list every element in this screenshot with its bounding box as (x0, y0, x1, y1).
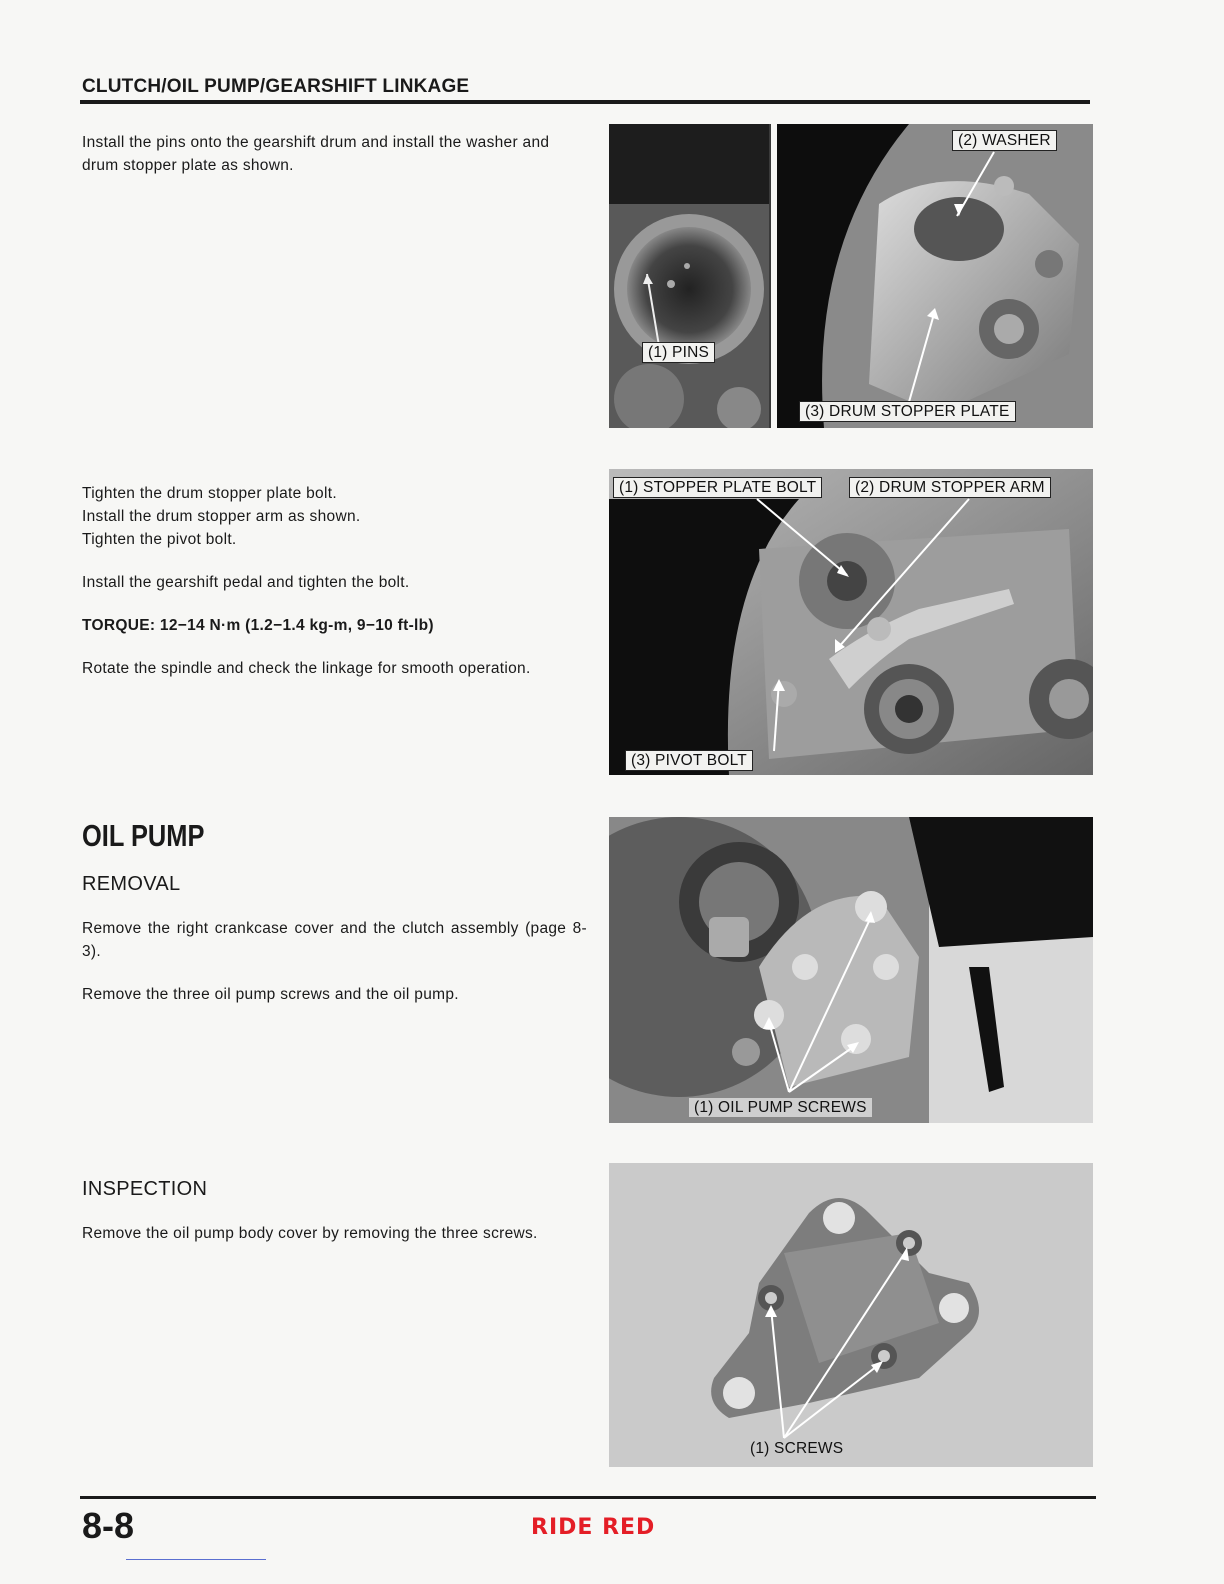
inspection-paragraph: Remove the oil pump body cover by removing the three screws. (82, 1225, 538, 1242)
callout-oil-pump-screws: (1) OIL PUMP SCREWS (689, 1098, 872, 1117)
step2-rotate: Rotate the spindle and check the linkage for smooth operation. (82, 660, 531, 677)
inspection-text (82, 1222, 587, 1245)
step2-pedal: Install the gearshift pedal and tighten the bolt. (82, 574, 410, 591)
step2-text (82, 482, 592, 680)
header-rule (80, 100, 1090, 104)
step2-line-3: Tighten the pivot bolt. (82, 531, 237, 548)
step1-text (82, 131, 587, 177)
photo-stopper-arm (609, 469, 1093, 775)
oil-pump-heading: OIL PUMP (82, 818, 205, 853)
brand-logo: RIDE RED (531, 1515, 656, 1540)
removal-heading: REMOVAL (82, 873, 181, 895)
callout-pins: (1) PINS (642, 342, 715, 363)
callout-drum-stopper-plate: (3) DRUM STOPPER PLATE (799, 401, 1016, 422)
page-number: 8-8 (82, 1505, 135, 1546)
section-title: CLUTCH/OIL PUMP/GEARSHIFT LINKAGE (82, 76, 470, 97)
photo-pump-body-screws (609, 1163, 1093, 1467)
callout-stopper-plate-bolt: (1) STOPPER PLATE BOLT (613, 477, 822, 498)
callout-drum-stopper-arm: (2) DRUM STOPPER ARM (849, 477, 1051, 498)
torque-spec: TORQUE: 12−14 N·m (1.2−1.4 kg-m, 9−10 ft-lb) (82, 617, 434, 634)
photo-pins-washer (609, 124, 1093, 428)
inspection-heading: INSPECTION (82, 1178, 208, 1200)
removal-text (82, 917, 587, 1006)
callout-pivot-bolt: (3) PIVOT BOLT (625, 750, 753, 771)
callout-screws: (1) SCREWS (750, 1440, 844, 1457)
step2-line-1: Tighten the drum stopper plate bolt. (82, 485, 337, 502)
link-underline (126, 1559, 266, 1560)
removal-paragraph-2: Remove the three oil pump screws and the oil pump. (82, 986, 459, 1003)
step2-line-2: Install the drum stopper arm as shown. (82, 508, 361, 525)
callout-washer: (2) WASHER (952, 130, 1057, 151)
footer-rule (80, 1496, 1096, 1499)
removal-paragraph-1: Remove the right crankcase cover and the clutch assembly (page 8-3). (82, 920, 587, 960)
step1-paragraph: Install the pins onto the gearshift drum and install the washer and drum stopper plate as shown. (82, 134, 550, 174)
photo-oil-pump-screws (609, 817, 1093, 1123)
